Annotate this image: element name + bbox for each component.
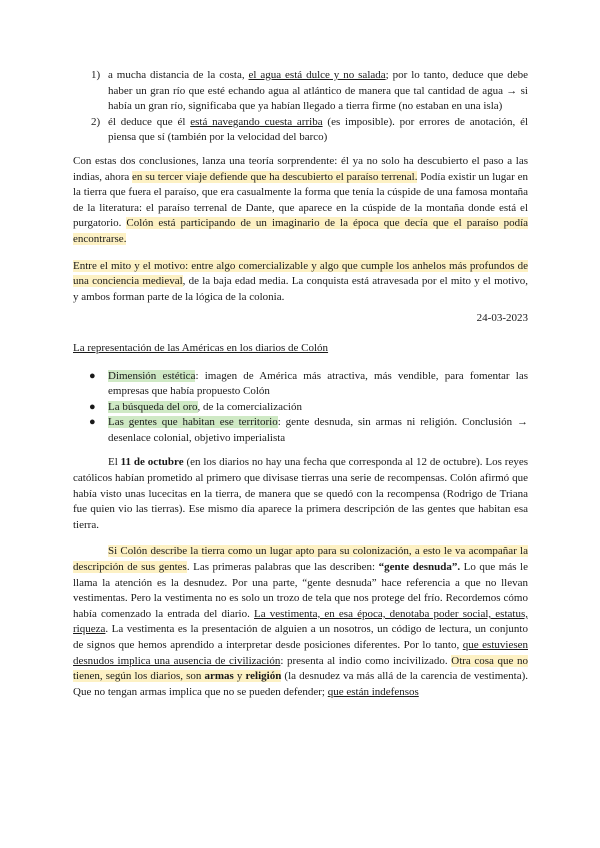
- list-marker: 1): [91, 69, 101, 81]
- highlighted-text: Colón está participando de un imaginario de la época que decía que el paraíso podía encontrarse.: [73, 217, 529, 245]
- text-run: , de la baja edad media. La conquista está atravesada por el mito y el motivo, y ambos forman parte de la lógica de la colonia.: [73, 275, 528, 303]
- text-run: . Las primeras palabras que las describen:: [186, 561, 379, 574]
- bullet-icon: ●: [89, 416, 96, 429]
- text-run: , de la comercialización: [197, 400, 302, 413]
- bullet-icon: ●: [89, 400, 96, 413]
- text-run: él deduce que él: [108, 115, 191, 128]
- paragraph-11-octubre: [73, 455, 528, 533]
- highlighted-text: y: [233, 670, 246, 683]
- text-run: . La vestimenta es la presentación de alguien a un nosotros, un código de lectura, un conjunto de signos que hemos aprendido a interpretar desde posiciones diferentes. Por lo tanto,: [73, 623, 528, 651]
- list-item: [73, 68, 528, 115]
- numbered-list: [73, 68, 528, 146]
- list-item: [73, 115, 528, 146]
- text-run: (la desnudez va más allá de la carencia de vestimenta). Que no tengan armas implica que no se pueden defender;: [73, 670, 528, 698]
- text-run: (en los diarios no hay una fecha que corresponda al 12 de octubre). Los reyes católicos habían prometido al primero que divisase tierras una serie de recompensas. Colón afirmó que había visto unas lucecitas en la tierra, de manera que se quedó con la recompensa (Rodrigo de Triana fue quien vio las tierras). Ese mismo día aparece la primera descripción de las gentes que habitan esa tierra.: [73, 456, 528, 531]
- entry-date: 24-03-2023: [476, 312, 528, 325]
- section-title: La representación de las Américas en los diarios de Colón: [73, 341, 329, 354]
- highlighted-text: La búsqueda del oro: [108, 400, 198, 413]
- bullet-list: [73, 369, 528, 447]
- text-run: (es imposible). por errores de anotación, él piensa que sí (también por la velocidad del barco): [108, 115, 529, 144]
- text-run: El: [108, 456, 121, 469]
- highlighted-text: Entre el mito y el motivo: entre algo comercializable y algo que cumple los anhelos más profundos de una conciencia medieval: [73, 259, 528, 288]
- text-run: ; por lo tanto, deduce que debe haber un gran río que esté echando agua al atlántico de manera que tal cantidad de agua → si había un gran río, significaba que ya habían llegado a tierra firme (no estaban en una isla): [108, 69, 528, 113]
- paragraph-gente-desnuda: [73, 544, 528, 700]
- highlighted-text: Las gentes que habitan ese territorio: [108, 416, 278, 429]
- bold-text: “gente desnuda”.: [378, 561, 461, 574]
- highlighted-text: Si Colón describe la tierra como un lugar apto para su colonización, a esto le va acompañar la descripción de sus gentes: [73, 545, 528, 574]
- list-item: [73, 400, 528, 416]
- underlined-text: está navegando cuesta arriba: [190, 115, 323, 128]
- highlighted-bold-text: armas: [204, 670, 234, 683]
- bold-text: 11 de octubre: [120, 456, 184, 469]
- list-marker: 2): [91, 115, 101, 128]
- highlighted-text: Dimensión estética: [108, 369, 196, 382]
- text-run: Podía existir un lugar en la tierra que fuera el paraíso, que era casualmente la forma que tenía la cúspide de una famosa montaña de la literatura: el paraíso terrenal de Dante, que aparece en la cúspide de la montaña donde está el purgatorio.: [73, 170, 528, 230]
- highlighted-text: en su tercer viaje defiende que ha descubierto el paraíso terrenal.: [132, 170, 418, 183]
- text-run: : presenta al indio como incivilizado.: [280, 654, 452, 667]
- underlined-text: que están indefensos: [327, 685, 419, 698]
- text-run: : imagen de América más atractiva, más vendible, para fomentar las empresas que había propuesto Colón: [108, 369, 528, 398]
- underlined-text: La vestimenta, en esa época, denotaba poder social, estatus, riqueza: [73, 607, 528, 636]
- bullet-icon: ●: [89, 369, 96, 382]
- text-run: a mucha distancia de la costa,: [108, 69, 249, 81]
- list-item: [73, 415, 528, 446]
- text-run: : gente desnuda, sin armas ni religión. Conclusión → desenlace colonial, objetivo imperialista: [108, 416, 529, 444]
- paragraph-paraiso: [73, 154, 528, 248]
- paragraph-mito-motivo: [73, 259, 528, 306]
- text-run: Lo que más le llama la atención es la desnudez. Por una parte, “gente desnuda” hace referencia a que no llevan vestimentas. Pero la vestimenta no es solo un trozo de tela que nos protege del frío. Recordemos cómo había comenzado la entrada del diario.: [73, 561, 528, 620]
- text-run: Con estas dos conclusiones, lanza una teoría sorprendente: él ya no solo ha descubierto el paso a las indias, ahora: [73, 154, 528, 183]
- document-content: [73, 68, 528, 700]
- underlined-text: que estuviesen desnudos implica una ausencia de civilización: [73, 639, 528, 667]
- highlighted-bold-text: religión: [245, 670, 282, 683]
- list-item: [73, 369, 528, 400]
- highlighted-text: Otra cosa que no tienen, según los diarios, son: [73, 654, 528, 683]
- underlined-text: el agua está dulce y no salada: [248, 69, 386, 81]
